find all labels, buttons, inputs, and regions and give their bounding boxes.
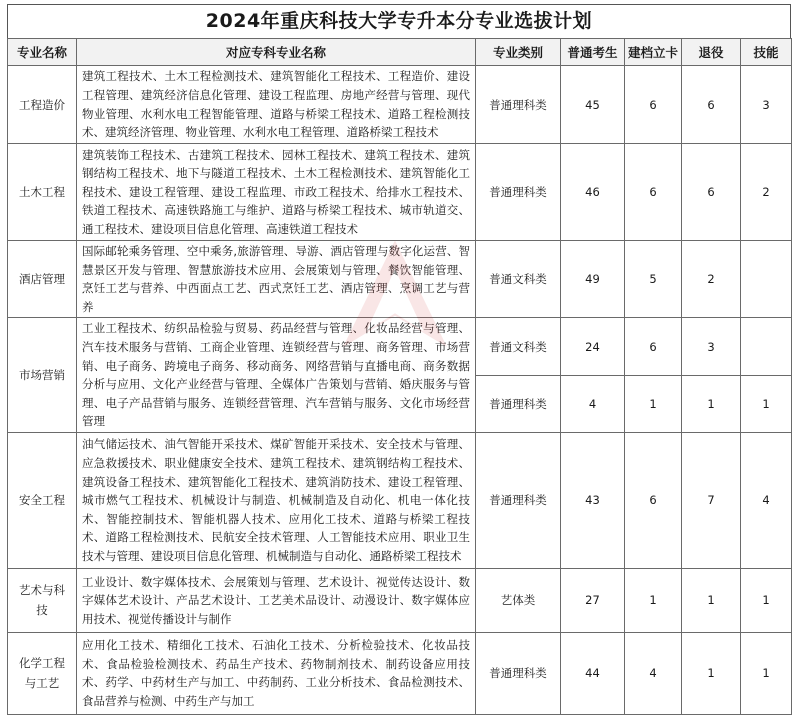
- related-majors: 国际邮轮乘务管理、空中乘务,旅游管理、导游、酒店管理与数字化运营、智慧景区开发与管理、智慧旅游技术应用、会展策划与管理、餐饮智能管理、烹饪工艺与营养、中西面点工艺、西式烹饪工艺、酒店管理、烹调工艺与营养: [77, 241, 476, 318]
- quota-skill: 2: [741, 144, 792, 241]
- header-row: [8, 39, 792, 66]
- document-title: 2024年重庆科技大学专升本分专业选拔计划: [7, 4, 791, 38]
- header-major: 专业名称: [8, 39, 77, 66]
- quota-veteran: 7: [682, 432, 741, 568]
- category: 普通理科类: [476, 144, 561, 241]
- related-majors: 建筑装饰工程技术、古建筑工程技术、园林工程技术、建筑工程技术、建筑钢结构工程技术、地下与隧道工程技术、土木工程检测技术、建筑智能化工程技术、建设工程管理、建设工程监理、市政工程技术、给排水工程技术、铁道工程技术、高速铁路施工与维护、道路与桥梁工程技术、城市轨道交、通工程技术、建设项目信息化管理、高速铁道工程技术: [77, 144, 476, 241]
- quota-veteran: 3: [682, 318, 741, 375]
- quota-poverty: 5: [625, 241, 682, 318]
- related-majors: 工业工程技术、纺织品检验与贸易、药品经营与管理、化妆品经营与管理、汽车技术服务与营销、工商企业管理、连锁经营与管理、商务管理、市场营销、电子商务、跨境电子商务、移动商务、网络营销与直播电商、商务数据分析与应用、文化产业经营与管理、全媒体广告策划与营销、婚庆服务与管理、电子产品营销与服务、连锁经营管理、汽车营销与服务、文化市场经营管理: [77, 318, 476, 433]
- table-row: [8, 568, 792, 632]
- major-name: 化学工程与工艺: [8, 632, 77, 714]
- category: 普通文科类: [476, 318, 561, 375]
- quota-veteran: 6: [682, 66, 741, 144]
- table-row: [8, 632, 792, 714]
- related-majors: 应用化工技术、精细化工技术、石油化工技术、分析检验技术、化妆品技术、食品检验检测技术、药品生产技术、药物制剂技术、制药设备应用技术、药学、中药材生产与加工、中药制药、工业分析技术、食品检测技术、食品营养与检测、中药生产与加工: [77, 632, 476, 714]
- table-row: [8, 432, 792, 568]
- category: 艺体类: [476, 568, 561, 632]
- quota-normal: 49: [561, 241, 625, 318]
- header-normal: 普通考生: [561, 39, 625, 66]
- quota-veteran: 1: [682, 632, 741, 714]
- header-veteran: 退役: [682, 39, 741, 66]
- quota-poverty: 1: [625, 568, 682, 632]
- quota-poverty: 6: [625, 144, 682, 241]
- header-desc: 对应专科专业名称: [77, 39, 476, 66]
- related-majors: 建筑工程技术、土木工程检测技术、建筑智能化工程技术、工程造价、建设工程管理、建筑经济信息化管理、建设工程监理、房地产经营与管理、现代物业管理、水利水电工程智能管理、道路与桥梁工程技术、道路工程检测技术、建筑经济管理、物业管理、水利水电工程管理、道路桥梁工程技术: [77, 66, 476, 144]
- major-name: 工程造价: [8, 66, 77, 144]
- quota-normal: 4: [561, 375, 625, 432]
- table-row: [8, 66, 792, 144]
- table-row: [8, 144, 792, 241]
- quota-poverty: 1: [625, 375, 682, 432]
- category: 普通文科类: [476, 241, 561, 318]
- table-row: [8, 241, 792, 318]
- plan-table: [7, 38, 792, 715]
- header-skill: 技能: [741, 39, 792, 66]
- quota-veteran: 2: [682, 241, 741, 318]
- quota-normal: 43: [561, 432, 625, 568]
- major-name: 酒店管理: [8, 241, 77, 318]
- header-category: 专业类别: [476, 39, 561, 66]
- related-majors: 工业设计、数字媒体技术、会展策划与管理、艺术设计、视觉传达设计、数字媒体艺术设计、产品艺术设计、工艺美术品设计、动漫设计、数字媒体应用技术、视觉传播设计与制作: [77, 568, 476, 632]
- major-name: 艺术与科技: [8, 568, 77, 632]
- quota-poverty: 6: [625, 66, 682, 144]
- major-name: 土木工程: [8, 144, 77, 241]
- quota-skill: 4: [741, 432, 792, 568]
- quota-poverty: 6: [625, 432, 682, 568]
- quota-veteran: 6: [682, 144, 741, 241]
- quota-normal: 27: [561, 568, 625, 632]
- quota-normal: 24: [561, 318, 625, 375]
- category: 普通理科类: [476, 432, 561, 568]
- quota-normal: 45: [561, 66, 625, 144]
- major-name: 市场营销: [8, 318, 77, 433]
- quota-skill: 3: [741, 66, 792, 144]
- category: 普通理科类: [476, 66, 561, 144]
- quota-skill: 1: [741, 632, 792, 714]
- quota-poverty: 6: [625, 318, 682, 375]
- table-row: [8, 318, 792, 375]
- plan-document: [7, 4, 791, 715]
- quota-normal: 46: [561, 144, 625, 241]
- quota-skill: 1: [741, 568, 792, 632]
- category: 普通理科类: [476, 632, 561, 714]
- header-poverty: 建档立卡: [625, 39, 682, 66]
- quota-skill: [741, 241, 792, 318]
- quota-veteran: 1: [682, 568, 741, 632]
- quota-poverty: 4: [625, 632, 682, 714]
- major-name: 安全工程: [8, 432, 77, 568]
- quota-skill: 1: [741, 375, 792, 432]
- quota-veteran: 1: [682, 375, 741, 432]
- quota-skill: [741, 318, 792, 375]
- category: 普通理科类: [476, 375, 561, 432]
- related-majors: 油气储运技术、油气智能开采技术、煤矿智能开采技术、安全技术与管理、应急救援技术、职业健康安全技术、建筑工程技术、建筑钢结构工程技术、建筑设备工程技术、建筑智能化工程技术、建筑消防技术、建设工程管理、城市燃气工程技术、机械设计与制造、机械制造及自动化、机电一体化技术、智能控制技术、智能机器人技术、应用化工技术、道路与桥梁工程技术、道路工程检测技术、民航安全技术管理、人工智能技术应用、职业卫生技术与管理、建设项目信息化管理、机械制造与自动化、通路桥梁工程技术: [77, 432, 476, 568]
- quota-normal: 44: [561, 632, 625, 714]
